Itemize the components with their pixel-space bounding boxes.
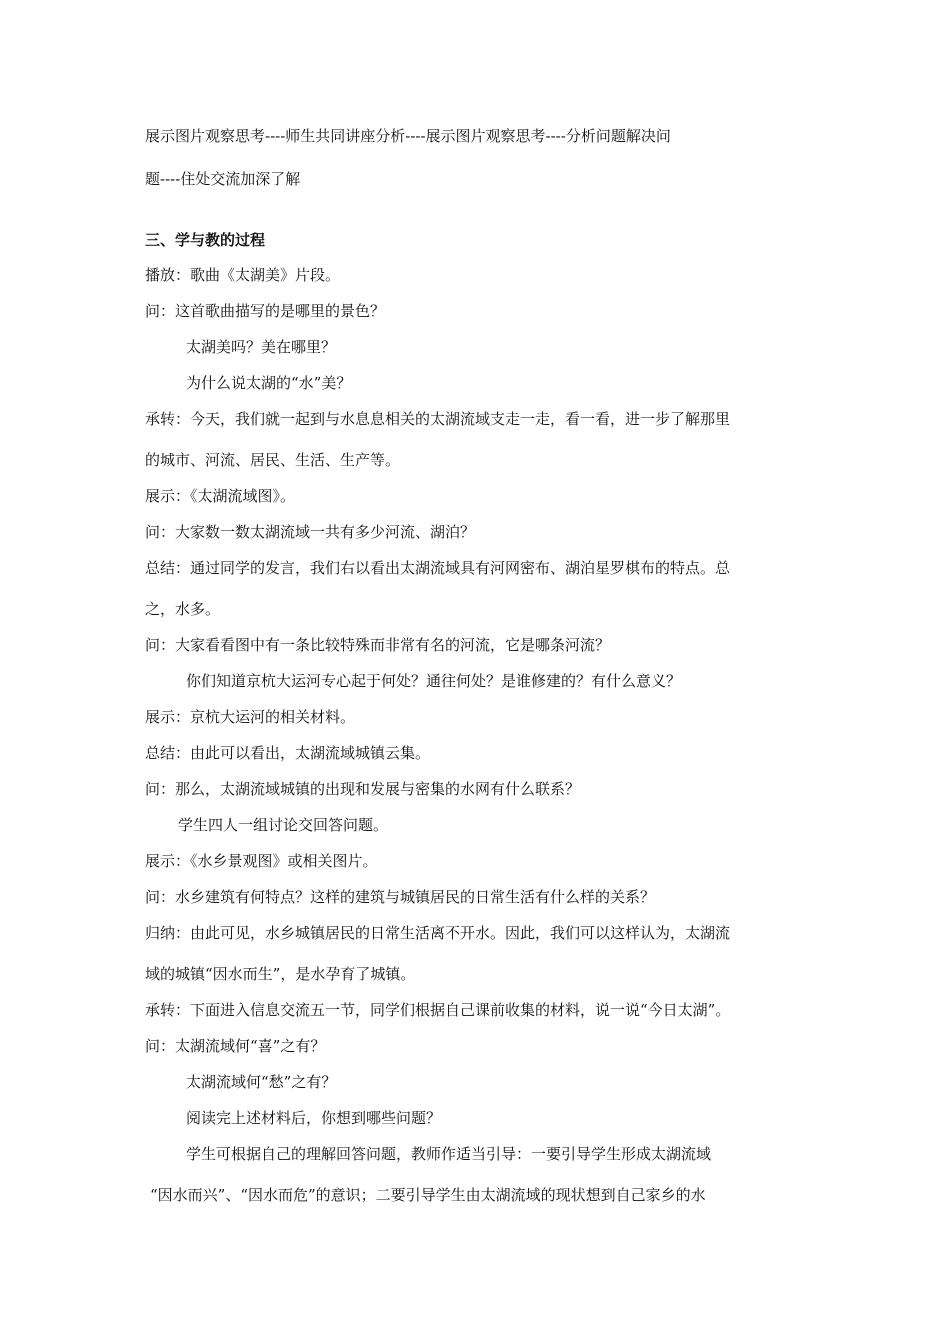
text-line: 问：大家数一数太湖流域一共有多少河流、湖泊？ [145,523,476,541]
text-line: 的城市、河流、居民、生活、生产等。 [145,451,401,469]
text-line: 太湖流域何“愁”之有？ [186,1073,337,1091]
intro-line-2: 题----住处交流加深了解 [145,170,301,188]
text-line: 承转：今天，我们就一起到与水息息相关的太湖流域支走一走，看一看，进一步了解那里 [145,410,731,428]
text-line: 学生可根据自己的理解回答问题，教师作适当引导：一要引导学生形成太湖流域 [186,1145,712,1163]
text-line: 问：这首歌曲描写的是哪里的景色？ [145,302,386,320]
text-line: 你们知道京杭大运河专心起于何处？通往何处？是谁修建的？有什么意义？ [186,672,682,690]
text-line: 总结：由此可以看出，太湖流域城镇云集。 [145,744,431,762]
intro-line-1: 展示图片观察思考----师生共同讲座分析----展示图片观察思考----分析问题解决问 [145,127,671,145]
text-line: 展示：《太湖流域图》。 [145,487,296,505]
text-line: 为什么说太湖的“水”美？ [186,374,352,392]
text-line: 学生四人一组讨论交回答问题。 [178,816,389,834]
text-line: 问：那么，太湖流域城镇的出现和发展与密集的水网有什么联系？ [145,780,581,798]
text-line: 播放：歌曲《太湖美》片段。 [145,266,341,284]
text-line: 阅读完上述材料后，你想到哪些问题？ [186,1109,442,1127]
text-line: “因水而兴”、“因水而危”的意识；二要引导学生由太湖流域的现状想到自己家乡的水 [150,1186,706,1204]
text-line: 问：大家看看图中有一条比较特殊而非常有名的河流，它是哪条河流？ [145,636,611,654]
text-line: 域的城镇“因水而生”，是水孕育了城镇。 [145,965,416,983]
text-line: 问：水乡建筑有何特点？这样的建筑与城镇居民的日常生活有什么样的关系？ [145,888,656,906]
text-line: 问：太湖流域何“喜”之有？ [145,1037,326,1055]
text-line: 太湖美吗？美在哪里？ [186,338,337,356]
text-line: 之，水多。 [145,600,221,618]
section-title: 三、学与教的过程 [145,231,266,249]
text-line: 承转：下面进入信息交流五一节，同学们根据自己课前收集的材料，说一说“今日太湖”。 [145,1001,731,1019]
text-line: 归纳：由此可见，水乡城镇居民的日常生活离不开水。因此，我们可以这样认为，太湖流 [145,924,731,942]
text-line: 展示：《水乡景观图》或相关图片。 [145,852,378,870]
text-line: 展示：京杭大运河的相关材料。 [145,708,356,726]
text-line: 总结：通过同学的发言，我们右以看出太湖流域具有河网密布、湖泊星罗棋布的特点。总 [145,559,731,577]
